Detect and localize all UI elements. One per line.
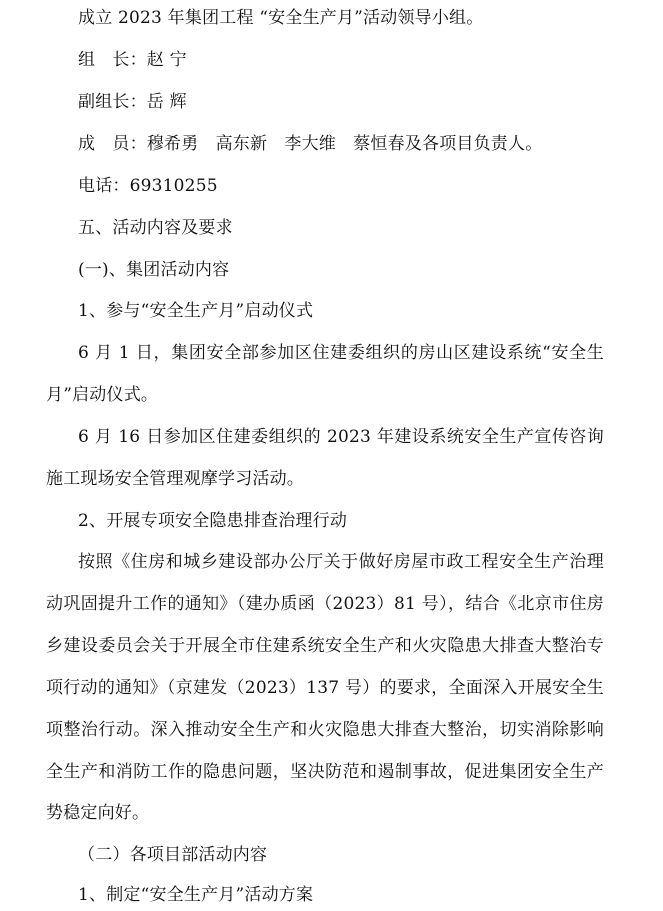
paragraph-line: 施工现场安全管理观摩学习活动。 [46, 469, 304, 489]
item-heading: 1、制定“安全生产月”活动方案 [78, 885, 314, 905]
deputy-leader-line: 副组长：岳 辉 [78, 92, 187, 112]
subsection-heading: (一)、集团活动内容 [78, 260, 230, 280]
paragraph-line: 月”启动仪式。 [46, 385, 159, 405]
paragraph-line: 乡建设委员会关于开展全市住建系统安全生产和火灾隐患大排查大整治专 [46, 636, 604, 656]
paragraph-line: 项整治行动。深入推动安全生产和火灾隐患大排查大整治，切实消除影响 [46, 720, 604, 740]
item-heading: 2、开展专项安全隐患排查治理行动 [78, 511, 348, 531]
paragraph-line: 6 月 16 日参加区住建委组织的 2023 年建设系统安全生产宣传咨询 [78, 427, 604, 447]
item-heading: 1、参与“安全生产月”启动仪式 [78, 301, 314, 321]
group-leader-line: 组 长：赵 宁 [78, 50, 187, 70]
section-heading: 五、活动内容及要求 [78, 218, 233, 238]
leading-group-line: 成立 2023 年集团工程 “安全生产月”活动领导小组。 [78, 8, 484, 28]
paragraph-line: 6 月 1 日，集团安全部参加区住建委组织的房山区建设系统“安全生 [78, 343, 604, 363]
paragraph-line: 按照《住房和城乡建设部办公厅关于做好房屋市政工程安全生产治理 [78, 552, 604, 572]
paragraph-line: 动巩固提升工作的通知》（建办质函（2023）81 号），结合《北京市住房 [46, 594, 604, 614]
members-line: 成 员：穆希勇 高东新 李大维 蔡恒春及各项目负责人。 [78, 134, 543, 154]
phone-line: 电话：69310255 [78, 176, 218, 196]
subsection-heading: （二）各项目部活动内容 [78, 845, 268, 865]
paragraph-line: 全生产和消防工作的隐患问题，坚决防范和遏制事故，促进集团安全生产 [46, 762, 604, 782]
paragraph-line: 势稳定向好。 [46, 803, 150, 823]
paragraph-line: 项行动的通知》（京建发（2023）137 号）的要求，全面深入开展安全生 [46, 678, 604, 698]
